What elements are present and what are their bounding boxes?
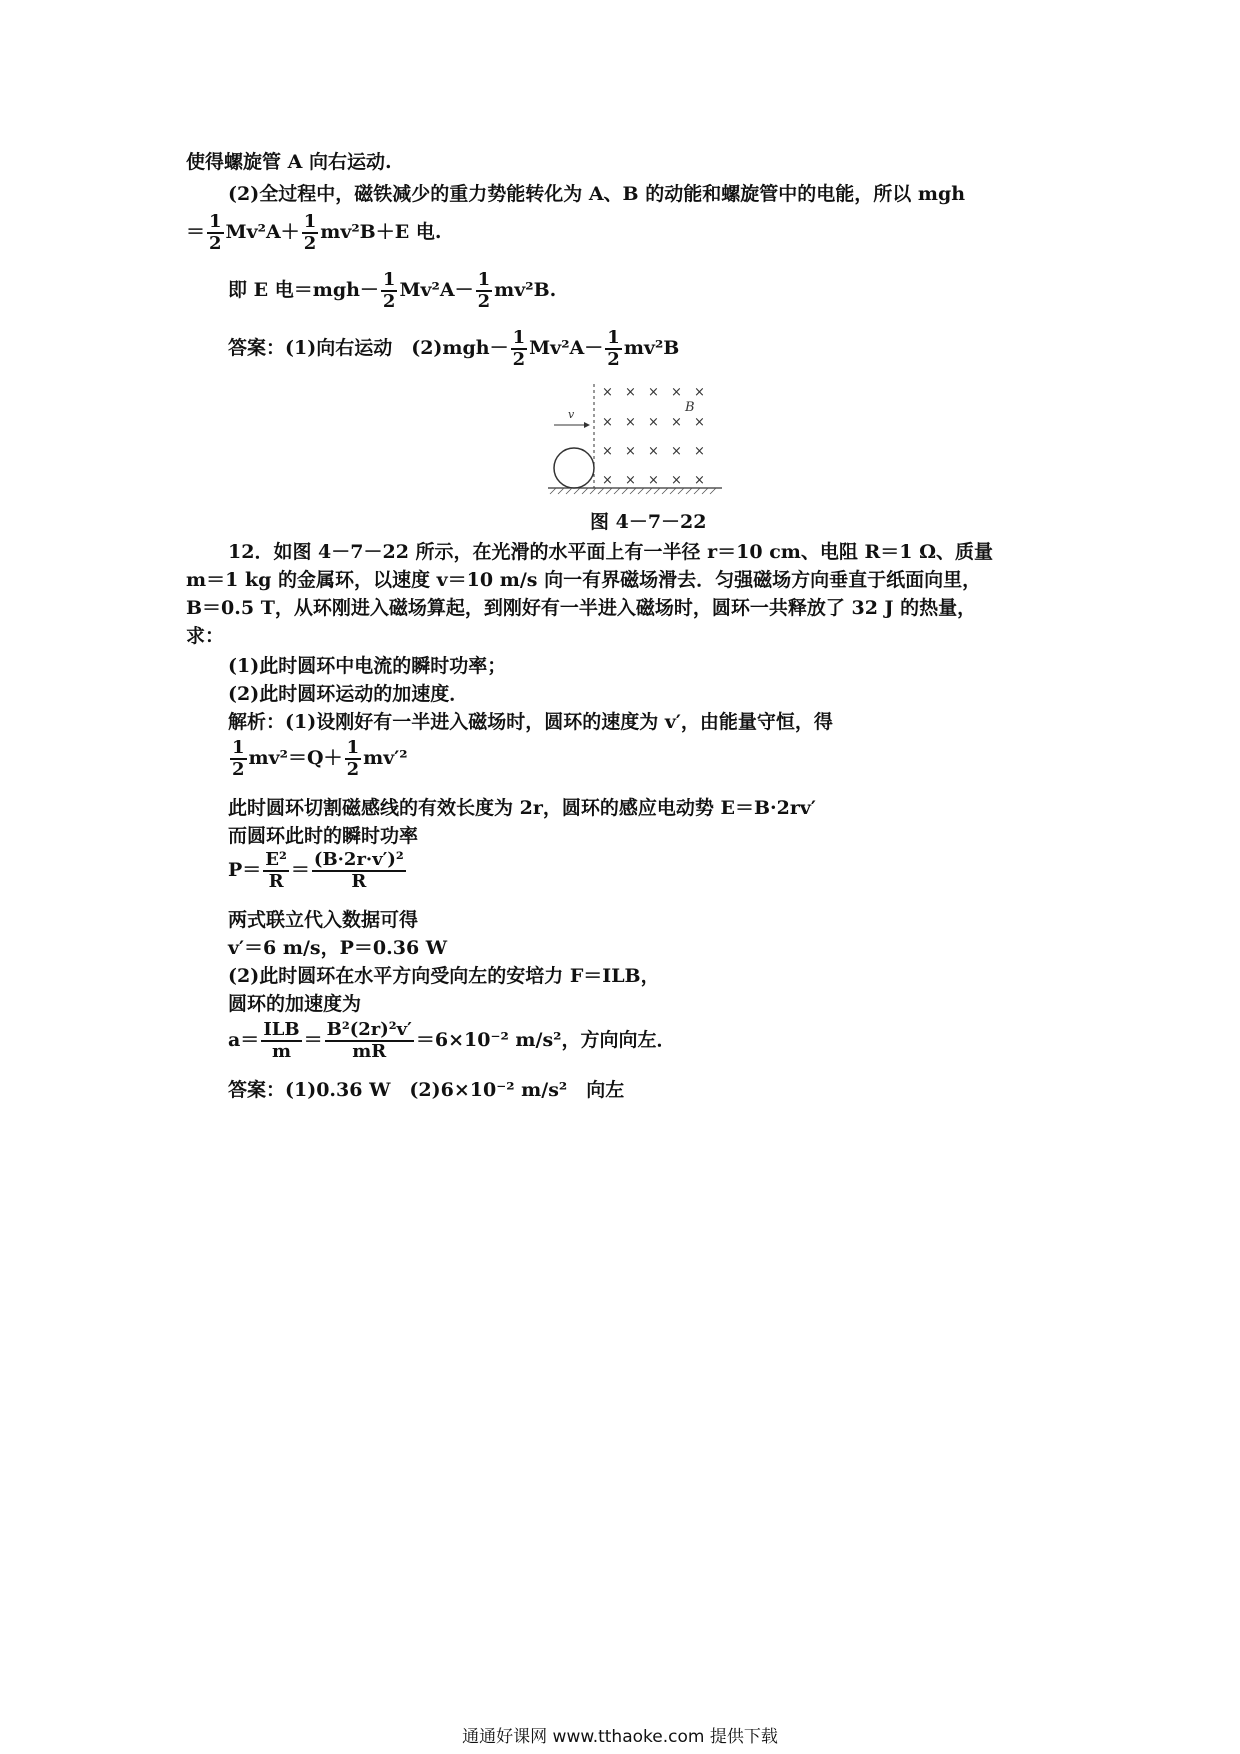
eq-text: a＝ <box>228 1029 260 1051</box>
fraction-denominator: 2 <box>232 759 245 780</box>
equation-line <box>186 212 441 254</box>
svg-text:×: × <box>602 415 613 430</box>
fraction-denominator: 2 <box>512 349 526 370</box>
page-footer: 通通好课网 www.tthaoke.com 提供下载 <box>462 1727 778 1747</box>
field-label-B: B <box>685 400 695 415</box>
svg-text:×: × <box>694 444 705 459</box>
acceleration-fraction <box>325 1020 414 1062</box>
fraction-numerator: B²(2r)²v′ <box>326 1019 412 1040</box>
ground-hatching <box>550 488 716 494</box>
svg-text:×: × <box>648 415 659 430</box>
figure-caption: 图 4－7－22 <box>590 511 707 533</box>
magnetic-field-figure <box>540 380 730 495</box>
power-fraction <box>312 850 406 892</box>
svg-text:×: × <box>602 473 613 488</box>
svg-text:×: × <box>625 415 636 430</box>
eq-text: Mv²A－ <box>399 279 474 301</box>
equation-line <box>228 738 408 780</box>
eq-text: mv′² <box>363 747 408 769</box>
fraction-numerator: 1 <box>607 327 620 348</box>
power-fraction <box>263 850 289 892</box>
problem-text: 12．如图 4－7－22 所示，在光滑的水平面上有一半径 r＝10 cm、电阻 R＝1 Ω、质量 <box>228 541 994 563</box>
svg-text:×: × <box>625 444 636 459</box>
eq-text: ＝ <box>290 859 310 881</box>
svg-text:×: × <box>625 473 636 488</box>
fraction-half <box>605 328 622 370</box>
fraction-half <box>511 328 528 370</box>
eq-text: P＝ <box>228 859 262 881</box>
fraction-denominator: R <box>268 871 284 892</box>
fraction-denominator: mR <box>352 1041 387 1062</box>
velocity-label: v <box>568 408 575 421</box>
fraction-denominator: 2 <box>607 349 620 370</box>
eq-text: Mv²A＋ <box>225 221 300 243</box>
fraction-numerator: 1 <box>232 737 245 758</box>
fraction-denominator: R <box>351 871 367 892</box>
equation-line <box>228 850 408 892</box>
fraction-numerator: ILB <box>263 1019 300 1040</box>
fraction-denominator: m <box>271 1041 291 1062</box>
svg-text:×: × <box>648 444 659 459</box>
equation-line <box>228 270 556 312</box>
fraction-numerator: (B·2r·v′)² <box>313 849 404 870</box>
fraction-half <box>230 738 247 780</box>
fraction-denominator: 2 <box>209 233 222 254</box>
eq-text: ＝ <box>186 221 206 243</box>
eq-text: mv²B＋E 电. <box>320 221 442 243</box>
svg-text:×: × <box>648 385 659 400</box>
svg-text:×: × <box>648 473 659 488</box>
svg-text:×: × <box>671 444 682 459</box>
fraction-denominator: 2 <box>477 291 491 312</box>
equation-line <box>228 1020 675 1062</box>
eq-text: 即 E 电＝mgh－ <box>228 279 379 301</box>
svg-text:×: × <box>694 385 705 400</box>
eq-text: 答案：(1)向右运动 (2)mgh－ <box>228 337 509 359</box>
fraction-numerator: 1 <box>382 269 396 290</box>
eq-text: Mv²A－ <box>529 337 604 359</box>
eq-text: mv²B <box>623 337 680 359</box>
fraction-numerator: 1 <box>303 211 317 232</box>
solution-text: 此时圆环切割磁感线的有效长度为 2r，圆环的感应电动势 E＝B·2rv′ <box>228 797 816 819</box>
eq-text: mv²B. <box>494 279 557 301</box>
eq-text: ＝6×10⁻² m/s²，方向向左． <box>415 1029 676 1051</box>
eq-text: ＝ <box>303 1029 323 1051</box>
solution-text: (2)此时圆环在水平方向受向左的安培力 F＝ILB， <box>228 965 660 987</box>
fraction-half <box>381 270 398 312</box>
fraction-half <box>345 738 362 780</box>
metal-ring <box>554 448 594 488</box>
fraction-numerator: 1 <box>512 327 526 348</box>
fraction-half <box>302 212 319 254</box>
solution-text: v′＝6 m/s，P＝0.36 W <box>228 937 448 959</box>
solution-text: 两式联立代入数据可得 <box>228 909 419 931</box>
answer-line <box>228 328 679 370</box>
text-line: 使得螺旋管 A 向右运动. <box>186 151 392 173</box>
text-line: (2)全过程中，磁铁减少的重力势能转化为 A、B 的动能和螺旋管中的电能，所以 mgh <box>228 183 966 205</box>
fraction-half <box>207 212 224 254</box>
solution-text: 解析：(1)设刚好有一半进入磁场时，圆环的速度为 v′，由能量守恒，得 <box>228 711 833 733</box>
fraction-numerator: 1 <box>209 211 222 232</box>
svg-text:×: × <box>671 473 682 488</box>
problem-text: B＝0.5 T，从环刚进入磁场算起，到刚好有一半进入磁场时，圆环一共释放了 32 J 的热量， <box>186 597 977 619</box>
solution-text: 圆环的加速度为 <box>228 993 362 1015</box>
svg-text:×: × <box>694 473 705 488</box>
question-1: (1)此时圆环中电流的瞬时功率； <box>228 655 507 677</box>
eq-text: mv²＝Q＋ <box>248 747 343 769</box>
velocity-arrow-head <box>584 422 590 428</box>
fraction-denominator: 2 <box>303 233 317 254</box>
svg-text:×: × <box>602 385 613 400</box>
svg-text:×: × <box>671 415 682 430</box>
svg-text:×: × <box>694 415 705 430</box>
problem-text: m＝1 kg 的金属环，以速度 v＝10 m/s 向一有界磁场滑去．匀强磁场方向垂直于纸面向里， <box>186 569 982 591</box>
solution-text: 而圆环此时的瞬时功率 <box>228 825 419 847</box>
fraction-numerator: E² <box>265 849 287 870</box>
fraction-numerator: 1 <box>477 269 491 290</box>
fraction-half <box>476 270 493 312</box>
question-2: (2)此时圆环运动的加速度． <box>228 683 469 705</box>
fraction-numerator: 1 <box>346 737 360 758</box>
svg-text:×: × <box>602 444 613 459</box>
problem-text: 求： <box>186 625 225 647</box>
acceleration-fraction <box>261 1020 301 1062</box>
fraction-denominator: 2 <box>382 291 396 312</box>
svg-text:×: × <box>671 385 682 400</box>
svg-text:×: × <box>625 385 636 400</box>
answer-line: 答案：(1)0.36 W (2)6×10⁻² m/s² 向左 <box>228 1079 625 1101</box>
fraction-denominator: 2 <box>346 759 360 780</box>
